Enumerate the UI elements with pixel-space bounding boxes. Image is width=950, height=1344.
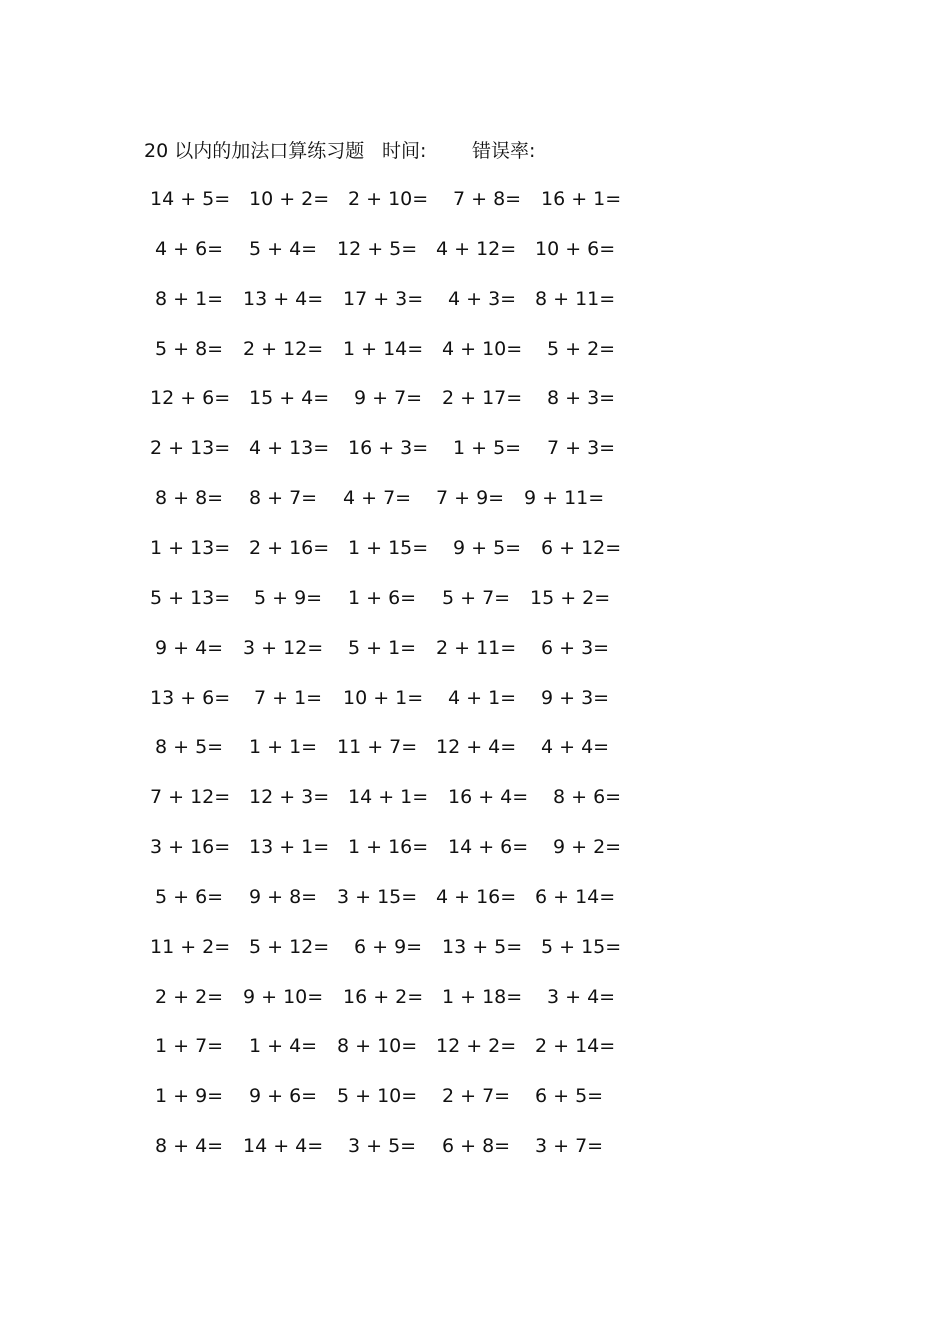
addition-problem: 4 + 13=: [249, 437, 330, 460]
addition-problem: 4 + 12=: [436, 237, 517, 260]
addition-problem: 1 + 18=: [442, 985, 523, 1008]
addition-problem: 14 + 1=: [348, 786, 429, 809]
addition-problem: 5 + 13=: [150, 586, 231, 609]
addition-problem: 8 + 7=: [249, 487, 318, 510]
addition-problem: 11 + 2=: [150, 935, 231, 958]
addition-problem: 3 + 16=: [150, 836, 231, 859]
addition-problem: 6 + 9=: [354, 935, 423, 958]
addition-problem: 12 + 2=: [436, 1035, 517, 1058]
addition-problem: 2 + 7=: [442, 1085, 511, 1108]
addition-problem: 6 + 3=: [541, 636, 610, 659]
addition-problem: 13 + 1=: [249, 836, 330, 859]
addition-problem: 4 + 6=: [155, 237, 224, 260]
addition-problem: 1 + 4=: [249, 1035, 318, 1058]
addition-problem: 8 + 6=: [553, 786, 622, 809]
addition-problem: 15 + 4=: [249, 387, 330, 410]
addition-problem: 5 + 2=: [547, 337, 616, 360]
addition-problem: 3 + 12=: [243, 636, 324, 659]
addition-problem: 3 + 5=: [348, 1135, 417, 1158]
addition-problem: 14 + 4=: [243, 1135, 324, 1158]
addition-problem: 1 + 9=: [155, 1085, 224, 1108]
addition-problem: 12 + 3=: [249, 786, 330, 809]
addition-problem: 13 + 4=: [243, 287, 324, 310]
addition-problem: 9 + 5=: [453, 536, 522, 559]
addition-problem: 16 + 2=: [343, 985, 424, 1008]
addition-problem: 10 + 2=: [249, 188, 330, 210]
addition-problem: 11 + 7=: [337, 736, 418, 759]
addition-problem: 9 + 2=: [553, 836, 622, 859]
addition-problem: 9 + 3=: [541, 686, 610, 709]
addition-problem: 2 + 16=: [249, 536, 330, 559]
addition-problem: 1 + 1=: [249, 736, 318, 759]
addition-problem: 6 + 12=: [541, 536, 622, 559]
error-rate-label: 错误率:: [472, 140, 536, 162]
addition-problem: 2 + 10=: [348, 188, 429, 210]
addition-problem: 14 + 6=: [448, 836, 529, 859]
addition-problem: 2 + 11=: [436, 636, 517, 659]
addition-problem: 17 + 3=: [343, 287, 424, 310]
addition-problem: 16 + 1=: [541, 188, 622, 210]
addition-problem: 6 + 5=: [535, 1085, 604, 1108]
addition-problem: 8 + 10=: [337, 1035, 418, 1058]
addition-problem: 4 + 1=: [448, 686, 517, 709]
addition-problem: 5 + 12=: [249, 935, 330, 958]
addition-problem: 9 + 6=: [249, 1085, 318, 1108]
addition-problem: 2 + 13=: [150, 437, 231, 460]
addition-problem: 9 + 8=: [249, 885, 318, 908]
addition-problem: 14 + 5=: [150, 188, 231, 210]
addition-problem: 15 + 2=: [530, 586, 611, 609]
addition-problem: 8 + 11=: [535, 287, 616, 310]
addition-problem: 7 + 9=: [436, 487, 505, 510]
addition-problem: 10 + 1=: [343, 686, 424, 709]
addition-problem: 1 + 6=: [348, 586, 417, 609]
addition-problem: 2 + 14=: [535, 1035, 616, 1058]
addition-problem: 6 + 8=: [442, 1135, 511, 1158]
addition-problem: 5 + 8=: [155, 337, 224, 360]
addition-problem: 5 + 10=: [337, 1085, 418, 1108]
addition-problem: 3 + 15=: [337, 885, 418, 908]
addition-problem: 2 + 2=: [155, 985, 224, 1008]
addition-problem: 5 + 7=: [442, 586, 511, 609]
addition-problem: 3 + 4=: [547, 985, 616, 1008]
addition-problem: 8 + 5=: [155, 736, 224, 759]
addition-problem: 7 + 1=: [254, 686, 323, 709]
addition-problem: 13 + 5=: [442, 935, 523, 958]
addition-problem: 7 + 3=: [547, 437, 616, 460]
addition-problem: 8 + 1=: [155, 287, 224, 310]
addition-problem: 4 + 7=: [343, 487, 412, 510]
addition-problem: 9 + 7=: [354, 387, 423, 410]
addition-problem: 12 + 6=: [150, 387, 231, 410]
addition-problem: 3 + 7=: [535, 1135, 604, 1158]
time-label: 时间:: [382, 140, 427, 162]
addition-problem: 10 + 6=: [535, 237, 616, 260]
addition-problem: 4 + 3=: [448, 287, 517, 310]
addition-problem: 16 + 3=: [348, 437, 429, 460]
addition-problem: 8 + 4=: [155, 1135, 224, 1158]
addition-problem: 12 + 4=: [436, 736, 517, 759]
worksheet-title: 20 以内的加法口算练习题: [144, 140, 365, 162]
addition-problem: 1 + 7=: [155, 1035, 224, 1058]
addition-problem: 12 + 5=: [337, 237, 418, 260]
addition-problem: 4 + 16=: [436, 885, 517, 908]
addition-problem: 1 + 14=: [343, 337, 424, 360]
addition-problem: 13 + 6=: [150, 686, 231, 709]
addition-problem: 1 + 16=: [348, 836, 429, 859]
addition-problem: 1 + 13=: [150, 536, 231, 559]
addition-problem: 7 + 12=: [150, 786, 231, 809]
addition-problem: 2 + 17=: [442, 387, 523, 410]
addition-problem: 5 + 1=: [348, 636, 417, 659]
addition-problem: 16 + 4=: [448, 786, 529, 809]
addition-problem: 8 + 8=: [155, 487, 224, 510]
addition-problem: 8 + 3=: [547, 387, 616, 410]
addition-problem: 5 + 9=: [254, 586, 323, 609]
addition-problem: 5 + 4=: [249, 237, 318, 260]
addition-problem: 9 + 10=: [243, 985, 324, 1008]
addition-problem: 7 + 8=: [453, 188, 522, 210]
addition-problem: 9 + 4=: [155, 636, 224, 659]
addition-problem: 1 + 15=: [348, 536, 429, 559]
addition-problem: 1 + 5=: [453, 437, 522, 460]
addition-problem: 2 + 12=: [243, 337, 324, 360]
addition-problem: 6 + 14=: [535, 885, 616, 908]
addition-problem: 4 + 4=: [541, 736, 610, 759]
addition-problem: 5 + 6=: [155, 885, 224, 908]
addition-problem: 9 + 11=: [524, 487, 605, 510]
addition-problem: 4 + 10=: [442, 337, 523, 360]
addition-problem: 5 + 15=: [541, 935, 622, 958]
